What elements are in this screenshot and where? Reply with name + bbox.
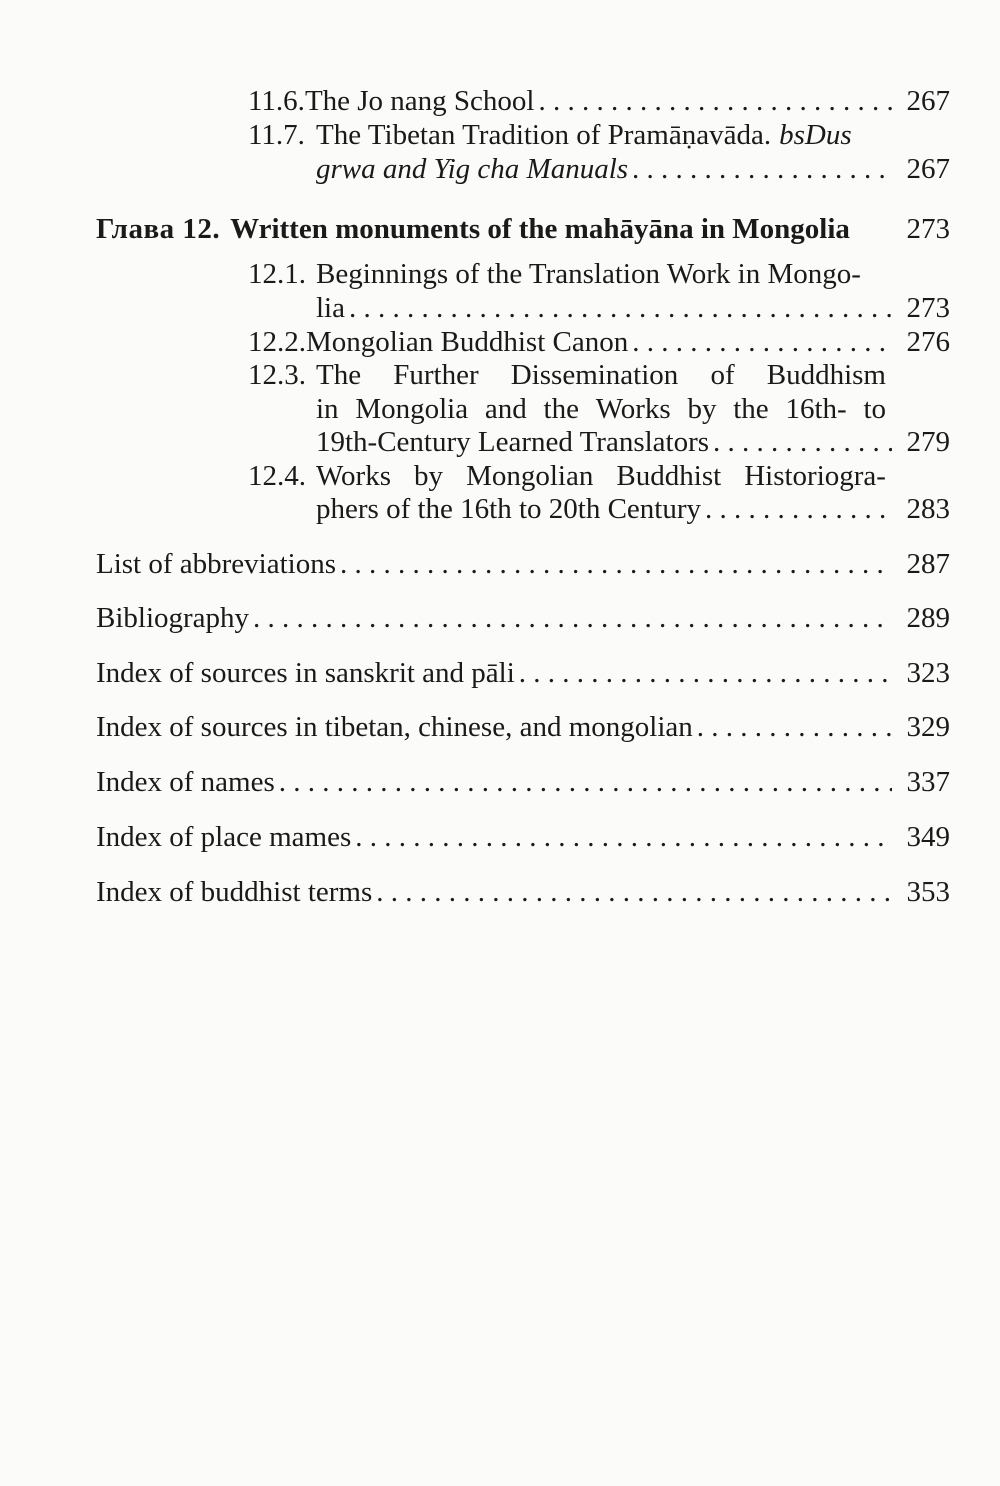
entry-title: The Jo nang School — [304, 85, 535, 117]
toc-entry-12-2[interactable] — [248, 325, 950, 359]
word: The — [316, 359, 362, 391]
entry-title: Mongolian Buddhist Canon — [306, 326, 629, 358]
toc-entry-12-3[interactable] — [248, 358, 886, 392]
page-number: 273 — [906, 213, 950, 245]
toc-entry-11-7-cont — [316, 152, 950, 186]
word: by — [414, 460, 444, 492]
word: the — [543, 393, 579, 425]
leader-dots — [355, 820, 892, 854]
word: and — [484, 393, 527, 425]
page-number: 289 — [906, 602, 950, 634]
entry-title: Index of names — [96, 766, 275, 798]
page-number: 279 — [906, 426, 950, 458]
section-number: 12.3. — [248, 359, 306, 391]
page-number: 323 — [906, 657, 950, 689]
leader-dots — [713, 425, 892, 459]
leader-dots — [519, 656, 892, 690]
leader-dots — [349, 291, 892, 325]
toc-entry-11-7[interactable] — [248, 118, 886, 152]
toc-index-names[interactable] — [96, 765, 950, 799]
page-number: 276 — [906, 326, 950, 358]
word: in — [316, 393, 339, 425]
toc-index-buddhist-terms[interactable] — [96, 875, 950, 909]
page-number: 353 — [906, 876, 950, 908]
leader-dots — [279, 765, 892, 799]
chapter-prefix: Глава 12. — [96, 213, 221, 245]
leader-dots — [340, 547, 892, 581]
entry-title-line1-italic: bsDus — [779, 119, 852, 151]
entry-title-line1 — [316, 358, 886, 392]
word: Works — [316, 460, 391, 492]
section-number: 12.1. — [248, 258, 306, 290]
toc-entry-12-1-cont — [316, 291, 950, 325]
word: by — [687, 393, 717, 425]
entry-title-line2: grwa and Yig cha Manuals — [316, 153, 629, 185]
entry-title: Index of place mames — [96, 821, 352, 853]
section-number: 11.6. — [248, 85, 305, 117]
toc-entry-12-4-cont — [316, 492, 950, 526]
page-number: 273 — [906, 292, 950, 324]
toc-entry-12-3-cont2 — [316, 425, 950, 459]
leader-dots — [632, 152, 892, 186]
entry-title-line2: lia — [316, 292, 345, 324]
toc-index-sanskrit-pali[interactable] — [96, 656, 950, 690]
entry-title: Bibliography — [96, 602, 250, 634]
section-number: 12.2. — [248, 326, 306, 358]
word: 16th- — [785, 393, 847, 425]
toc-list-of-abbreviations[interactable] — [96, 547, 950, 581]
toc-bibliography[interactable] — [96, 601, 950, 635]
word: Mongolia — [355, 393, 469, 425]
toc-entry-12-3-cont1 — [316, 392, 886, 426]
word: the — [733, 393, 769, 425]
leader-dots — [632, 325, 892, 359]
entry-title: Index of sources in sanskrit and pāli — [96, 657, 515, 689]
leader-dots — [539, 84, 893, 118]
page-number: 267 — [906, 153, 950, 185]
entry-title: List of abbreviations — [96, 548, 337, 580]
entry-title-line1: Beginnings of the Translation Work in Mongo- — [316, 258, 861, 290]
entry-title-line2 — [316, 392, 886, 426]
entry-title-line1: The Tibetan Tradition of Pramāṇavāda. — [316, 119, 772, 151]
toc-chapter-12[interactable] — [96, 212, 950, 246]
word: Buddhism — [766, 359, 886, 391]
leader-dots — [253, 601, 892, 635]
word: Buddhist — [616, 460, 722, 492]
section-number: 12.4. — [248, 460, 306, 492]
word: Dissemination — [510, 359, 679, 391]
section-number: 11.7. — [248, 119, 305, 151]
page-number: 287 — [906, 548, 950, 580]
word: Historiogra- — [744, 460, 886, 492]
entry-title-line2: phers of the 16th to 20th Century — [316, 493, 702, 525]
page-number: 267 — [906, 85, 950, 117]
toc-index-place-names[interactable] — [96, 820, 950, 854]
entry-title-line3: 19th-Century Learned Translators — [316, 426, 710, 458]
word: of — [710, 359, 735, 391]
page-number: 337 — [906, 766, 950, 798]
leader-dots — [697, 710, 892, 744]
entry-title-line1 — [316, 459, 886, 493]
entry-title: Index of sources in tibetan, chinese, and mongolian — [96, 711, 693, 743]
toc-entry-12-1[interactable] — [248, 257, 886, 291]
toc-index-tibetan-chinese-mongolian[interactable] — [96, 710, 950, 744]
leader-dots — [705, 492, 892, 526]
page-number: 329 — [906, 711, 950, 743]
page-number: 283 — [906, 493, 950, 525]
word: Works — [595, 393, 671, 425]
word: Mongolian — [466, 460, 594, 492]
entry-title: Index of buddhist terms — [96, 876, 373, 908]
leader-dots — [376, 875, 892, 909]
toc-entry-12-4[interactable] — [248, 459, 886, 493]
toc-entry-11-6[interactable] — [248, 84, 950, 118]
word: Further — [393, 359, 479, 391]
word: to — [863, 393, 886, 425]
chapter-title: Written monuments of the mahāyāna in Mongolia — [230, 213, 850, 245]
page-number: 349 — [906, 821, 950, 853]
